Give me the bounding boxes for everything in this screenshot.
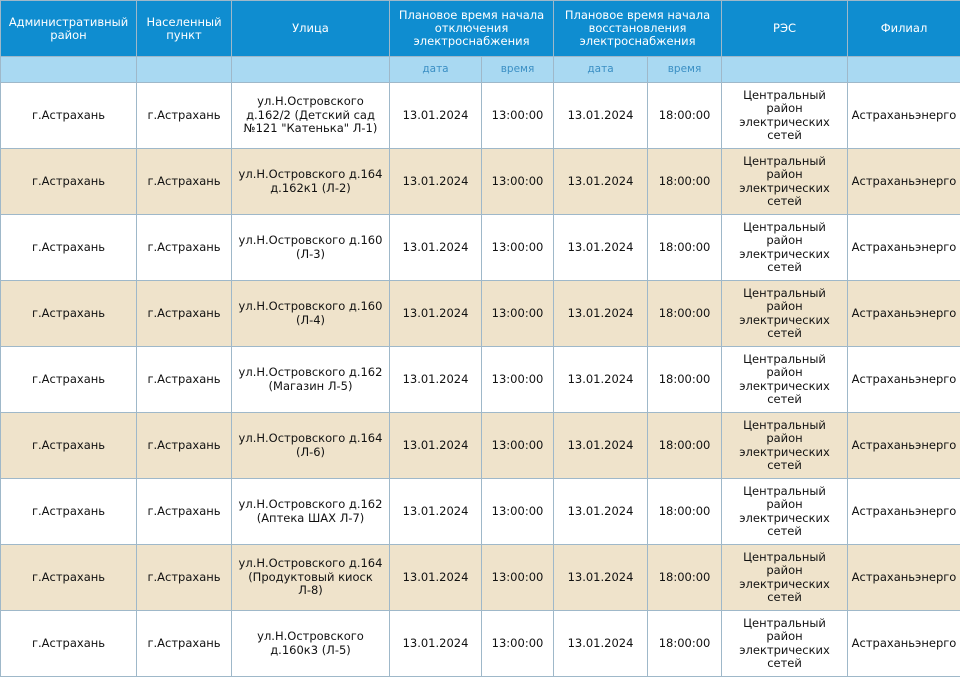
- off-time-cell: 13:00:00: [482, 215, 554, 281]
- on-date-cell: 13.01.2024: [554, 149, 648, 215]
- off-time-cell: 13:00:00: [482, 545, 554, 611]
- table-row: [1, 611, 960, 677]
- table-row: [1, 215, 960, 281]
- table-row: [1, 347, 960, 413]
- locality-cell: г.Астрахань: [137, 611, 232, 677]
- district-cell: г.Астрахань: [1, 149, 137, 215]
- off-time-cell: 13:00:00: [482, 413, 554, 479]
- district-cell: г.Астрахань: [1, 413, 137, 479]
- district-cell: г.Астрахань: [1, 83, 137, 149]
- district-cell: г.Астрахань: [1, 545, 137, 611]
- district-cell: г.Астрахань: [1, 479, 137, 545]
- on-date-cell: 13.01.2024: [554, 611, 648, 677]
- off-date-cell: 13.01.2024: [390, 149, 482, 215]
- subheader-empty: [848, 57, 960, 83]
- branch-cell: Астраханьэнерго: [848, 347, 960, 413]
- street-cell: ул.Н.Островского д.160 (Л-3): [232, 215, 390, 281]
- on-time-cell: 18:00:00: [648, 149, 722, 215]
- header-locality: Населенный пункт: [137, 1, 232, 57]
- res-cell: Центральный район электрических сетей: [722, 611, 848, 677]
- on-date-cell: 13.01.2024: [554, 347, 648, 413]
- branch-cell: Астраханьэнерго: [848, 545, 960, 611]
- street-cell: ул.Н.Островского д.162 (Магазин Л-5): [232, 347, 390, 413]
- branch-cell: Астраханьэнерго: [848, 611, 960, 677]
- on-time-cell: 18:00:00: [648, 281, 722, 347]
- subheader-off-time: время: [482, 57, 554, 83]
- res-cell: Центральный район электрических сетей: [722, 281, 848, 347]
- subheader-empty: [722, 57, 848, 83]
- off-date-cell: 13.01.2024: [390, 413, 482, 479]
- off-time-cell: 13:00:00: [482, 149, 554, 215]
- subheader-empty: [1, 57, 137, 83]
- off-date-cell: 13.01.2024: [390, 215, 482, 281]
- street-cell: ул.Н.Островского д.162 (Аптека ШАХ Л-7): [232, 479, 390, 545]
- res-cell: Центральный район электрических сетей: [722, 215, 848, 281]
- res-cell: Центральный район электрических сетей: [722, 479, 848, 545]
- street-cell: ул.Н.Островского д.162/2 (Детский сад №121 "Катенька" Л-1): [232, 83, 390, 149]
- res-cell: Центральный район электрических сетей: [722, 347, 848, 413]
- street-cell: ул.Н.Островского д.160 (Л-4): [232, 281, 390, 347]
- street-cell: ул.Н.Островского д.164 (Л-6): [232, 413, 390, 479]
- table-row: [1, 83, 960, 149]
- off-time-cell: 13:00:00: [482, 611, 554, 677]
- locality-cell: г.Астрахань: [137, 347, 232, 413]
- off-time-cell: 13:00:00: [482, 281, 554, 347]
- locality-cell: г.Астрахань: [137, 413, 232, 479]
- table-row: [1, 479, 960, 545]
- locality-cell: г.Астрахань: [137, 545, 232, 611]
- on-time-cell: 18:00:00: [648, 347, 722, 413]
- branch-cell: Астраханьэнерго: [848, 479, 960, 545]
- subheader-on-date: дата: [554, 57, 648, 83]
- on-time-cell: 18:00:00: [648, 215, 722, 281]
- on-date-cell: 13.01.2024: [554, 83, 648, 149]
- table-row: [1, 149, 960, 215]
- subheader-empty: [137, 57, 232, 83]
- on-time-cell: 18:00:00: [648, 479, 722, 545]
- district-cell: г.Астрахань: [1, 281, 137, 347]
- street-cell: ул.Н.Островского д.160к3 (Л-5): [232, 611, 390, 677]
- off-time-cell: 13:00:00: [482, 479, 554, 545]
- branch-cell: Астраханьэнерго: [848, 281, 960, 347]
- on-date-cell: 13.01.2024: [554, 413, 648, 479]
- locality-cell: г.Астрахань: [137, 83, 232, 149]
- locality-cell: г.Астрахань: [137, 281, 232, 347]
- subheader-on-time: время: [648, 57, 722, 83]
- table-header: [1, 1, 960, 83]
- table-row: [1, 281, 960, 347]
- off-date-cell: 13.01.2024: [390, 611, 482, 677]
- header-res: РЭС: [722, 1, 848, 57]
- off-date-cell: 13.01.2024: [390, 347, 482, 413]
- branch-cell: Астраханьэнерго: [848, 215, 960, 281]
- branch-cell: Астраханьэнерго: [848, 83, 960, 149]
- res-cell: Центральный район электрических сетей: [722, 545, 848, 611]
- street-cell: ул.Н.Островского д.164 д.162к1 (Л-2): [232, 149, 390, 215]
- table-body: [1, 83, 960, 677]
- header-admin-district: Административный район: [1, 1, 137, 57]
- on-date-cell: 13.01.2024: [554, 479, 648, 545]
- header-street: Улица: [232, 1, 390, 57]
- off-time-cell: 13:00:00: [482, 83, 554, 149]
- header-planned-on: Плановое время начала восстановления электроснабжения: [554, 1, 722, 57]
- on-date-cell: 13.01.2024: [554, 281, 648, 347]
- table-row: [1, 545, 960, 611]
- on-time-cell: 18:00:00: [648, 545, 722, 611]
- header-planned-off: Плановое время начала отключения электроснабжения: [390, 1, 554, 57]
- subheader-empty: [232, 57, 390, 83]
- on-time-cell: 18:00:00: [648, 611, 722, 677]
- off-date-cell: 13.01.2024: [390, 83, 482, 149]
- street-cell: ул.Н.Островского д.164 (Продуктовый киоск Л-8): [232, 545, 390, 611]
- subheader-off-date: дата: [390, 57, 482, 83]
- district-cell: г.Астрахань: [1, 347, 137, 413]
- branch-cell: Астраханьэнерго: [848, 413, 960, 479]
- res-cell: Центральный район электрических сетей: [722, 149, 848, 215]
- branch-cell: Астраханьэнерго: [848, 149, 960, 215]
- off-date-cell: 13.01.2024: [390, 281, 482, 347]
- on-time-cell: 18:00:00: [648, 83, 722, 149]
- locality-cell: г.Астрахань: [137, 149, 232, 215]
- off-date-cell: 13.01.2024: [390, 479, 482, 545]
- locality-cell: г.Астрахань: [137, 479, 232, 545]
- off-date-cell: 13.01.2024: [390, 545, 482, 611]
- on-date-cell: 13.01.2024: [554, 545, 648, 611]
- locality-cell: г.Астрахань: [137, 215, 232, 281]
- district-cell: г.Астрахань: [1, 215, 137, 281]
- on-time-cell: 18:00:00: [648, 413, 722, 479]
- on-date-cell: 13.01.2024: [554, 215, 648, 281]
- table-row: [1, 413, 960, 479]
- res-cell: Центральный район электрических сетей: [722, 413, 848, 479]
- district-cell: г.Астрахань: [1, 611, 137, 677]
- res-cell: Центральный район электрических сетей: [722, 83, 848, 149]
- off-time-cell: 13:00:00: [482, 347, 554, 413]
- header-branch: Филиал: [848, 1, 960, 57]
